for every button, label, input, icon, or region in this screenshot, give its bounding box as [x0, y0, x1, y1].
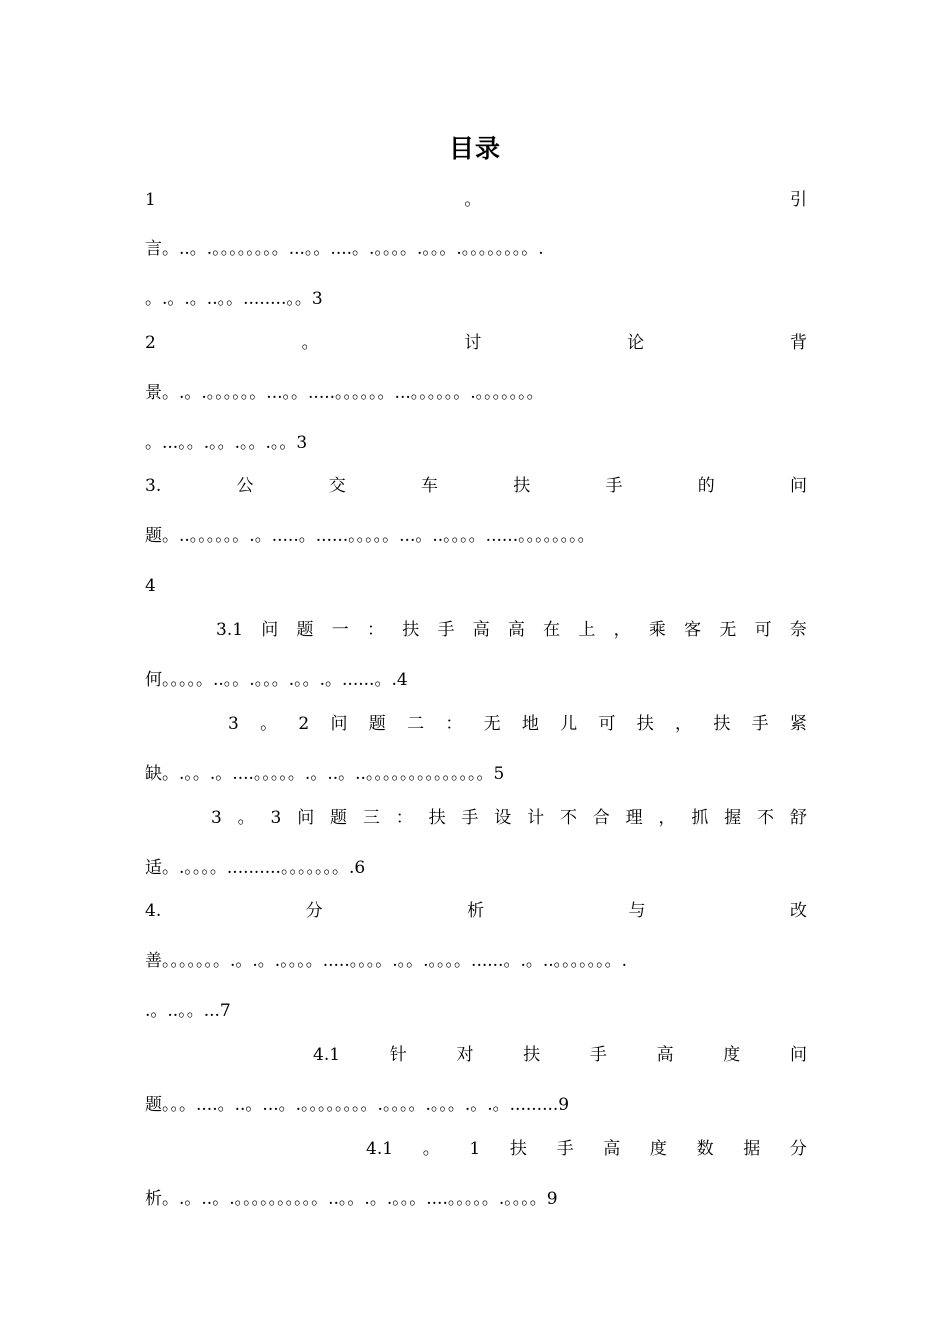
- toc-line: [145, 896, 807, 926]
- toc-heading-part: 。: [237, 808, 255, 828]
- toc-heading-part: 高: [603, 1139, 621, 1159]
- toc-heading-part: 可: [598, 714, 616, 734]
- toc-heading-part: 度: [723, 1045, 741, 1065]
- toc-heading-part: 紧: [789, 714, 807, 734]
- toc-heading-part: 高: [507, 620, 525, 640]
- toc-heading-part: 问: [330, 714, 348, 734]
- toc-heading-part: 手: [605, 476, 623, 496]
- toc-line: 适。.。。。。..........。。。。。。。.6: [145, 858, 366, 878]
- toc-heading-part: 3.: [145, 476, 162, 496]
- toc-heading-part: 扶: [636, 714, 654, 734]
- toc-heading-part: 度: [649, 1139, 667, 1159]
- toc-heading-part: 论: [627, 333, 645, 353]
- toc-line: 何。。。。。..。。.。。。.。。.。......。.4: [145, 670, 408, 690]
- toc-heading-part: 3: [211, 808, 222, 828]
- toc-heading-part: 问: [261, 620, 279, 640]
- toc-heading-part: 扶: [713, 714, 731, 734]
- toc-line: 善。。。。。。。.。.。.。。。。.....。。。。.。。.。。。。......。.。..。。。。。。。.: [145, 951, 628, 971]
- toc-line: [228, 709, 807, 739]
- toc-heading-part: 握: [724, 808, 742, 828]
- toc-heading-part: 计: [527, 808, 545, 828]
- toc-heading-part: 上: [578, 620, 596, 640]
- toc-heading-part: 合: [592, 808, 610, 828]
- toc-heading-part: 2: [145, 333, 156, 353]
- toc-line: [313, 1040, 807, 1070]
- toc-heading-part: 公: [236, 476, 254, 496]
- toc-line: 。...。。.。。.。。.。。3: [145, 433, 308, 453]
- toc-heading-part: 奈: [789, 620, 807, 640]
- toc-title: 目录: [448, 134, 501, 163]
- toc-heading-part: ：: [366, 620, 384, 640]
- toc-heading-part: 手: [437, 620, 455, 640]
- toc-line: 。.。.。..。。........。。3: [145, 289, 323, 309]
- toc-heading-part: 分: [789, 1139, 807, 1159]
- toc-line: [211, 803, 807, 833]
- toc-heading-part: 引: [789, 190, 807, 210]
- toc-heading-part: 无: [719, 620, 737, 640]
- toc-heading-part: 舒: [789, 808, 807, 828]
- toc-line: 题。..。。。。。。.。.....。......。。。。。...。..。。。。......。。。。。。。。: [145, 526, 595, 546]
- toc-heading-part: 不: [559, 808, 577, 828]
- toc-line: 析。.。..。.。。。。。。。。。。..。。.。.。。。....。。。。。.。。。。9: [145, 1189, 558, 1209]
- toc-heading-part: 扶: [509, 1139, 527, 1159]
- toc-heading-part: 交: [328, 476, 346, 496]
- toc-heading-part: 3: [270, 808, 282, 828]
- toc-heading-part: 一: [331, 620, 349, 640]
- toc-heading-part: 设: [494, 808, 512, 828]
- toc-heading-part: 2: [298, 714, 310, 734]
- toc-heading-part: 4.1: [366, 1139, 394, 1159]
- toc-heading-part: 不: [757, 808, 774, 828]
- toc-heading-part: ，: [613, 620, 631, 640]
- toc-heading-part: 扶: [428, 808, 446, 828]
- toc-line: [145, 471, 807, 501]
- toc-heading-part: 手: [751, 714, 769, 734]
- toc-heading-part: 。: [260, 714, 278, 734]
- toc-heading-part: 高: [656, 1045, 674, 1065]
- toc-heading-part: 三: [362, 808, 380, 828]
- toc-heading-part: 对: [456, 1045, 474, 1065]
- toc-heading-part: 地: [521, 714, 539, 734]
- toc-heading-part: 4.1: [313, 1045, 341, 1065]
- toc-heading-part: 可: [754, 620, 772, 640]
- toc-line: 景。.。.。。。。。。...。。.....。。。。。。...。。。。。。.。。。。。。。: [145, 383, 544, 403]
- toc-heading-part: 问: [789, 476, 807, 496]
- toc-heading-part: 4.: [145, 901, 162, 921]
- toc-heading-part: 客: [684, 620, 702, 640]
- toc-heading-part: 题: [368, 714, 386, 734]
- toc-line: [145, 328, 807, 358]
- toc-line: .。..。。...7: [145, 1001, 231, 1021]
- toc-heading-part: 讨: [464, 333, 482, 353]
- toc-heading-part: 分: [305, 901, 323, 921]
- toc-heading-part: 据: [743, 1139, 761, 1159]
- toc-heading-part: 的: [697, 476, 715, 496]
- toc-heading-part: 题: [330, 808, 348, 828]
- toc-line: 题。。。....。..。...。.。。。。。。。。.。。。。.。。。.。.。.........9: [145, 1095, 570, 1115]
- toc-heading-part: 与: [628, 901, 646, 921]
- toc-heading-part: 针: [389, 1045, 407, 1065]
- toc-line: [145, 185, 807, 215]
- toc-heading-part: 扶: [513, 476, 531, 496]
- toc-heading-part: 理: [625, 808, 643, 828]
- toc-heading-part: 手: [589, 1045, 607, 1065]
- toc-heading-part: 高: [472, 620, 490, 640]
- toc-heading-part: ，: [675, 714, 693, 734]
- toc-heading-part: 1: [145, 190, 156, 210]
- toc-heading-part: 在: [543, 620, 561, 640]
- toc-heading-part: 乘: [648, 620, 666, 640]
- toc-heading-part: 儿: [560, 714, 578, 734]
- toc-heading-part: 题: [296, 620, 314, 640]
- toc-heading-part: 无: [483, 714, 501, 734]
- toc-heading-part: 扶: [523, 1045, 541, 1065]
- toc-heading-part: 问: [789, 1045, 807, 1065]
- toc-heading-part: 手: [461, 808, 479, 828]
- toc-heading-part: ，: [658, 808, 676, 828]
- toc-heading-part: 。: [422, 1139, 440, 1159]
- toc-heading-part: 1: [469, 1139, 481, 1159]
- toc-line: [216, 615, 807, 645]
- toc-line: 缺。.。。.。....。。。。。.。..。..。。。。。。。。。。。。。。5: [145, 764, 505, 784]
- toc-heading-part: 背: [789, 333, 807, 353]
- toc-heading-part: 手: [556, 1139, 574, 1159]
- toc-heading-part: 3.1: [216, 620, 244, 640]
- toc-line: 4: [145, 576, 156, 596]
- toc-heading-part: ：: [445, 714, 463, 734]
- toc-heading-part: 扶: [402, 620, 420, 640]
- toc-heading-part: 。: [464, 190, 482, 210]
- toc-heading-part: 抓: [691, 808, 709, 828]
- toc-line: 言。..。.。。。。。。。。...。。....。.。。。。.。。。.。。。。。。。。.: [145, 239, 544, 259]
- toc-heading-part: 析: [467, 901, 485, 921]
- toc-heading-part: 数: [696, 1139, 714, 1159]
- toc-heading-part: 改: [789, 901, 807, 921]
- toc-heading-part: 问: [297, 808, 315, 828]
- toc-heading-part: 3: [228, 714, 239, 734]
- toc-heading-part: ：: [395, 808, 413, 828]
- toc-heading-part: 。: [301, 333, 319, 353]
- toc-heading-part: 二: [407, 714, 425, 734]
- toc-heading-part: 车: [420, 476, 438, 496]
- toc-line: [366, 1134, 807, 1164]
